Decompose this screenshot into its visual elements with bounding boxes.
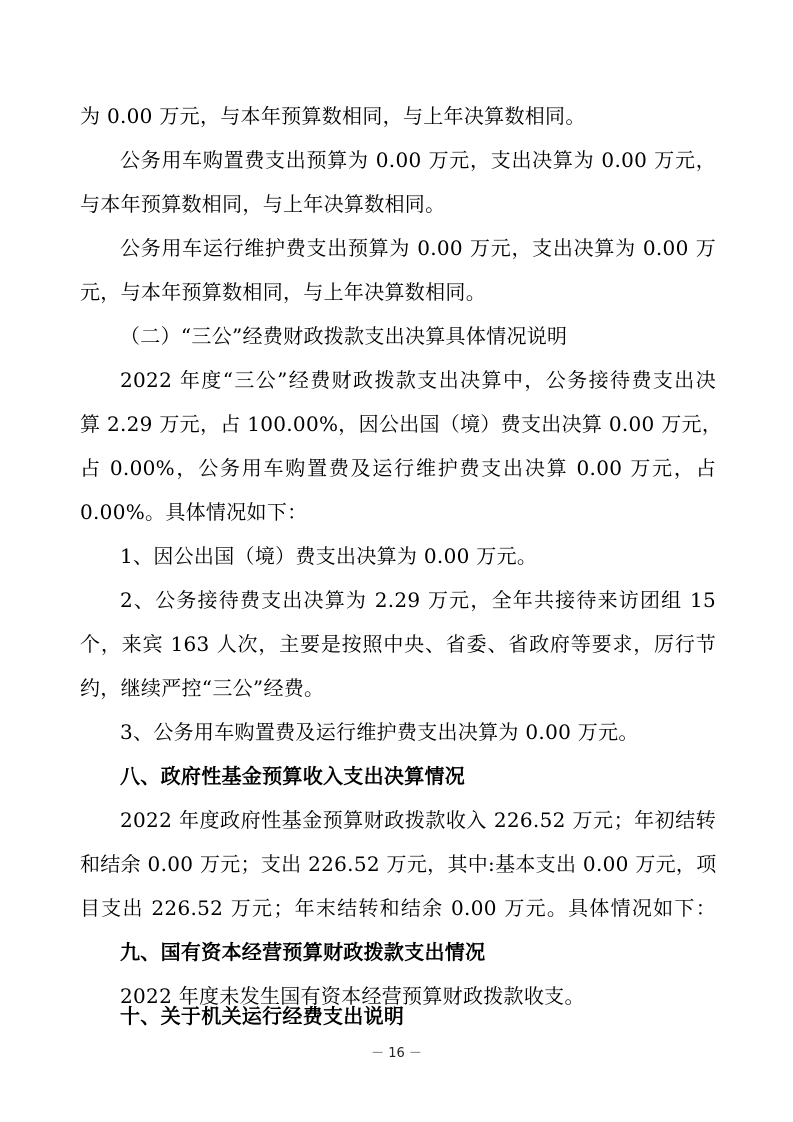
paragraph-line: 公务用车购置费支出预算为 0.00 万元，支出决算为 0.00 万元，: [120, 148, 716, 172]
paragraph-line: 元，与本年预算数相同，与上年决算数相同。: [80, 280, 486, 304]
paragraph-line: 2022 年度政府性基金预算财政拨款收入 226.52 万元；年初结转: [120, 808, 716, 832]
paragraph-line: 2022 年度“三公”经费财政拨款支出决算中，公务接待费支出决: [120, 368, 716, 392]
paragraph-line: 算 2.29 万元，占 100.00%，因公出国（境）费支出决算 0.00 万元，: [80, 412, 723, 436]
paragraph-line: 为 0.00 万元，与本年预算数相同，与上年决算数相同。: [80, 104, 586, 128]
paragraph-line: 目支出 226.52 万元；年末结转和结余 0.00 万元。具体情况如下：: [80, 896, 716, 920]
paragraph-line: 公务用车运行维护费支出预算为 0.00 万元，支出决算为 0.00 万: [120, 236, 716, 260]
paragraph-line: 2022 年度未发生国有资本经营预算财政拨款收支。: [120, 984, 585, 1008]
section-heading-10: 十、关于机关运行经费支出说明: [120, 1004, 405, 1028]
section-subheading: （二）“三公”经费财政拨款支出决算具体情况说明: [120, 324, 568, 348]
paragraph-line: 0.00%。具体情况如下：: [80, 500, 308, 524]
paragraph-line: 与本年预算数相同，与上年决算数相同。: [80, 192, 446, 216]
paragraph-line: 2、公务接待费支出决算为 2.29 万元，全年共接待来访团组 15: [120, 588, 716, 612]
section-heading-8: 八、政府性基金预算收入支出决算情况: [120, 764, 466, 788]
paragraph-line: 占 0.00%，公务用车购置费及运行维护费支出决算 0.00 万元，占: [80, 456, 716, 480]
page-number: － 16 －: [371, 1046, 422, 1061]
paragraph-line: 3、公务用车购置费及运行维护费支出决算为 0.00 万元。: [120, 720, 639, 744]
section-heading-9: 九、国有资本经营预算财政拨款支出情况: [120, 940, 486, 964]
paragraph-line: 1、因公出国（境）费支出决算为 0.00 万元。: [120, 544, 538, 568]
paragraph-line: 约，继续严控“三公”经费。: [80, 676, 325, 700]
paragraph-line: 和结余 0.00 万元；支出 226.52 万元，其中:基本支出 0.00 万元，项: [80, 852, 717, 876]
paragraph-line: 个，来宾 163 人次，主要是按照中央、省委、省政府等要求，厉行节: [80, 632, 716, 656]
